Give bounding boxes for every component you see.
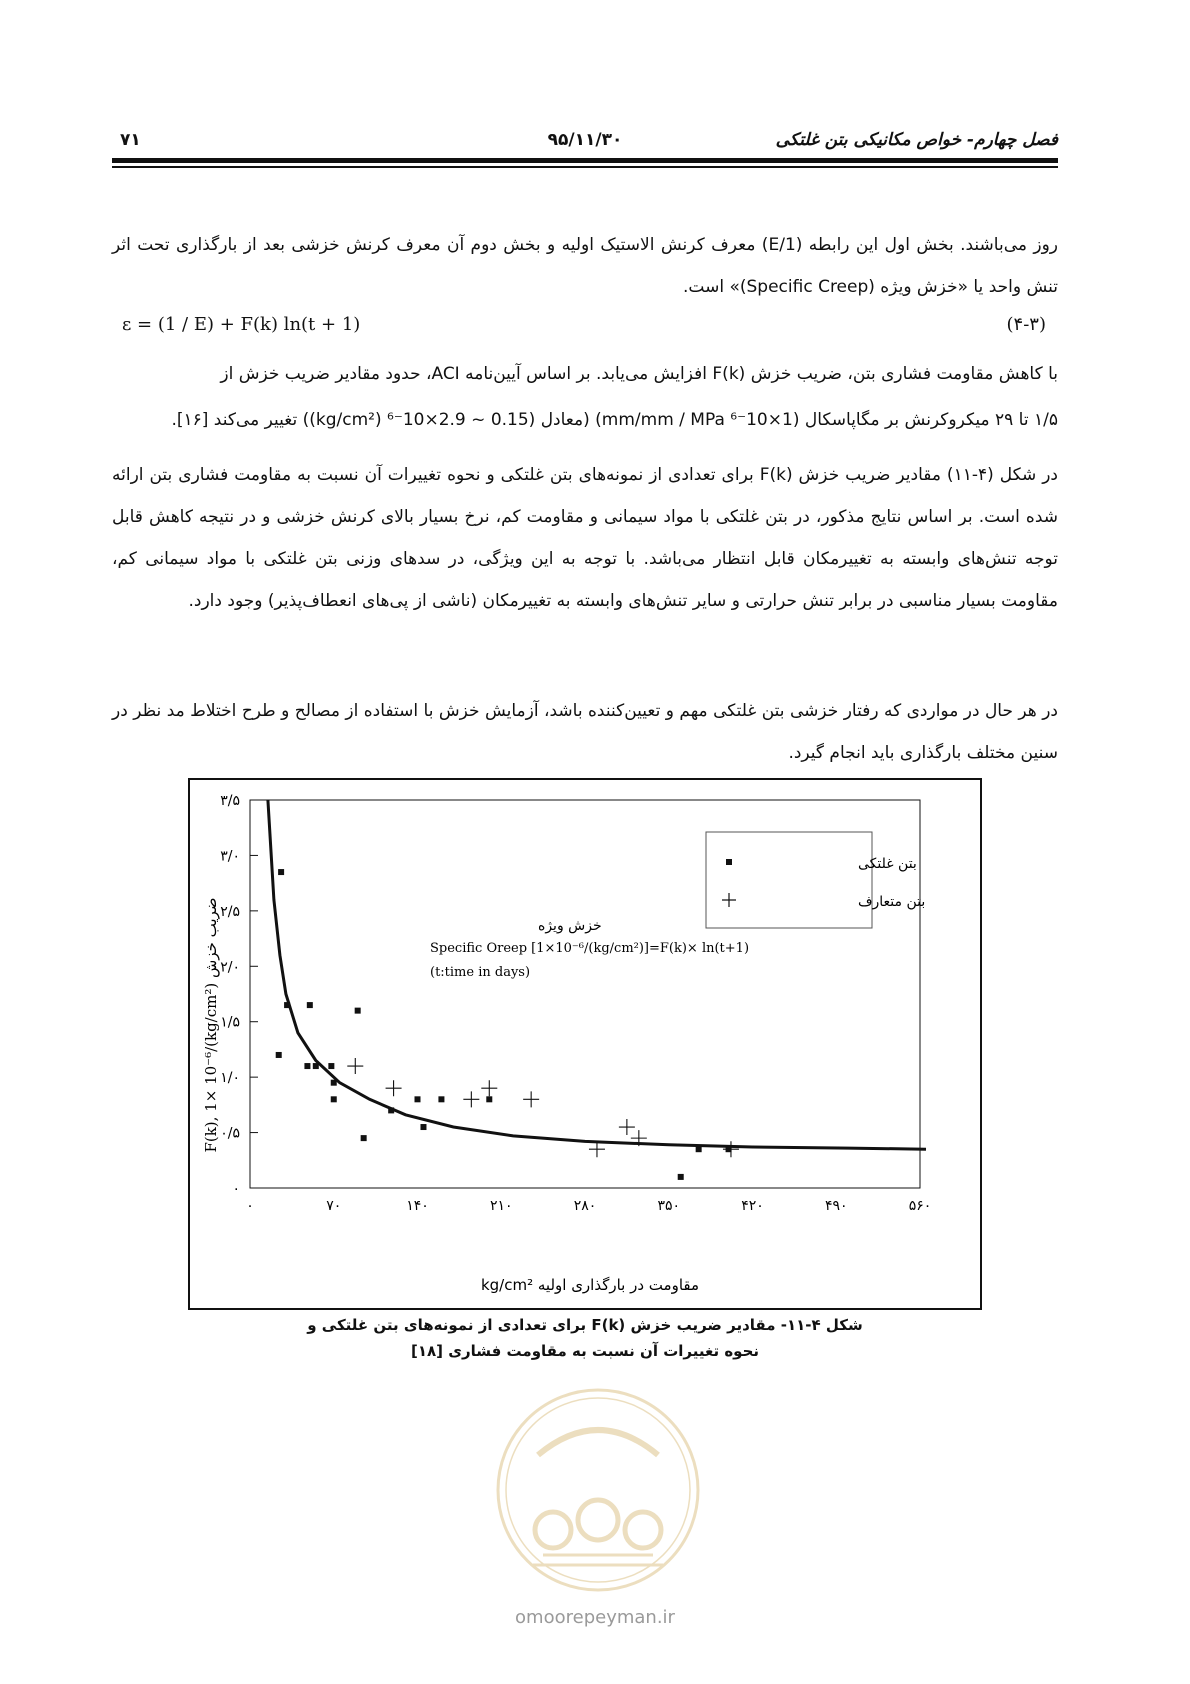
equation-number: (۴-۳)	[1006, 314, 1046, 335]
annotation	[430, 918, 749, 980]
x-tick-labels	[246, 1198, 931, 1214]
rcc-point	[486, 1096, 492, 1102]
x-tick-label: ۴۹۰	[824, 1198, 848, 1214]
paragraph-4: در هر حال در مواردی که رفتار خزشی بتن غلتکی مهم و تعیین‌کننده باشد، آزمایش خزش با استفاده از مصالح و طرح اختلاط مد نظر در سنین مختلف بارگذاری باید انجام گیرد.	[112, 701, 1058, 763]
paragraph-1: روز می‌باشند. بخش اول این رابطه (1/E) معرف کرنش الاستیک اولیه و بخش دوم آن معرف کرنش خزشی بعد از بارگذاری تحت اثر تنش واحد یا «خزش ویژه (Specific Creep)» است.	[112, 235, 1058, 297]
rcc-point	[276, 1052, 282, 1058]
figure-caption-line-1: شکل ۴-۱۱- مقادیر ضریب خزش F(k) برای تعدادی از نمونه‌های بتن غلتکی و	[307, 1316, 863, 1334]
watermark-site: omoorepeyman.ir	[515, 1607, 675, 1628]
x-tick-label: ۴۲۰	[741, 1198, 764, 1214]
conventional-point	[723, 1141, 739, 1157]
x-tick-label: ۲۱۰	[489, 1198, 513, 1214]
header-rule-thick	[112, 158, 1058, 163]
y-tick-label: ۲/۵	[220, 903, 240, 920]
page-number: ۷۱	[120, 130, 141, 150]
rcc-point	[328, 1063, 334, 1069]
legend	[706, 832, 925, 928]
x-tick-label: ۱۴۰	[406, 1198, 429, 1214]
x-tick-label: ۰	[246, 1198, 254, 1214]
rcc-point	[307, 1002, 313, 1008]
rcc-point	[696, 1146, 702, 1152]
y-tick-label: ۰	[232, 1181, 240, 1197]
conventional-point	[463, 1091, 479, 1107]
y-tick-label: ۳/۰	[220, 848, 240, 865]
y-axis-label: F(k), 1× 10⁻⁶/(kg/cm²) ضریب خزش	[202, 897, 220, 1153]
figure-box	[188, 778, 982, 1310]
watermark-logo-icon	[493, 1385, 703, 1595]
rcc-point	[438, 1096, 444, 1102]
y-tick-labels	[220, 793, 240, 1197]
rcc-point	[331, 1080, 337, 1086]
header-rule-thin	[112, 166, 1058, 168]
rcc-point	[313, 1063, 319, 1069]
x-axis-label: مقاومت در بارگذاری اولیه kg/cm²	[480, 1276, 700, 1294]
creep-chart	[190, 780, 980, 1308]
paragraph-3: در شکل (۴-۱۱) مقادیر ضریب خزش F(k) برای تعدادی از نمونه‌های بتن غلتکی و نحوه تغییرات آن نسبت به مقاومت فشاری بتن ارائه شده است. بر اساس نتایج مذکور، در بتن غلتکی با مواد سیمانی و مقاومت کم، نرخ بسیار بالای کرنش خزشی و در نتیجه کاهش قابل توجه تنش‌های وابسته به تغییرمکان قابل انتظار می‌باشد. با توجه به این ویژگی، در سدهای وزنی بتن غلتکی با مواد سیمانی کم، مقاومت بسیار مناسبی در برابر تنش حرارتی و سایر تنش‌های وابسته به تغییرمکان (ناشی از پی‌های انعطاف‌پذیر) وجود دارد.	[112, 465, 1058, 611]
rcc-point	[420, 1124, 426, 1130]
y-tick-label: ۳/۵	[220, 793, 240, 809]
legend-rcc: بتن غلتکی	[858, 856, 917, 872]
equation: ε = (1 / E) + F(k) ln(t + 1)	[122, 314, 361, 335]
y-tick-label: ۱/۰	[220, 1070, 240, 1087]
figure-caption-line-2: نحوه تغییرات آن نسبت به مقاومت فشاری [۱۸]	[410, 1342, 760, 1360]
data-points	[276, 869, 739, 1180]
rcc-point	[278, 869, 284, 875]
paragraph-2-line-1: با کاهش مقاومت فشاری بتن، ضریب خزش F(k) افزایش می‌یابد. بر اساس آیین‌نامه ACI، حدود مقادیر ضریب خزش از	[220, 364, 1058, 384]
y-tick-label: ۱/۵	[220, 1014, 240, 1031]
annotation-title: خزش ویژه	[538, 918, 602, 934]
rcc-point	[678, 1174, 684, 1180]
x-tick-label: ۷۰	[326, 1198, 342, 1214]
rcc-point	[415, 1096, 421, 1102]
page-header	[112, 126, 1058, 156]
paragraph-2-line-2: ۱/۵ تا ۲۹ میکروکرنش بر مگاپاسکال (1×10⁻⁶ mm/mm / MPa) (معادل (0.15 ~ 2.9×10⁻⁶ (kg/cm²)) تغییر می‌کند [۱۶].	[171, 410, 1058, 430]
rcc-point	[304, 1063, 310, 1069]
rcc-point	[284, 1002, 290, 1008]
annotation-formula: Specific Oreep [1×10⁻⁶/(kg/cm²)]=F(k)× ln(t+1)	[430, 941, 750, 956]
conventional-point	[523, 1091, 539, 1107]
annotation-note: (t:time in days)	[430, 965, 531, 980]
x-tick-label: ۵۶۰	[908, 1198, 932, 1214]
header-date: ۹۵/۱۱/۳۰	[547, 130, 623, 150]
rcc-point	[355, 1008, 361, 1014]
conventional-point	[481, 1080, 497, 1096]
chapter-title: فصل چهارم- خواص مکانیکی بتن غلتکی	[775, 130, 1058, 150]
rcc-point	[361, 1135, 367, 1141]
rcc-point	[331, 1096, 337, 1102]
y-tick-label: ۲/۰	[220, 959, 240, 976]
equation-row	[112, 310, 1058, 344]
conventional-point	[386, 1080, 402, 1096]
rcc-point	[388, 1107, 394, 1113]
legend-conventional: بتن متعارف	[858, 894, 926, 910]
legend-square-marker	[726, 859, 732, 865]
conventional-point	[347, 1058, 363, 1074]
x-tick-label: ۳۵۰	[657, 1198, 681, 1214]
conventional-point	[619, 1119, 635, 1135]
y-tick-label: ۰/۵	[220, 1125, 240, 1142]
x-tick-label: ۲۸۰	[573, 1198, 597, 1214]
